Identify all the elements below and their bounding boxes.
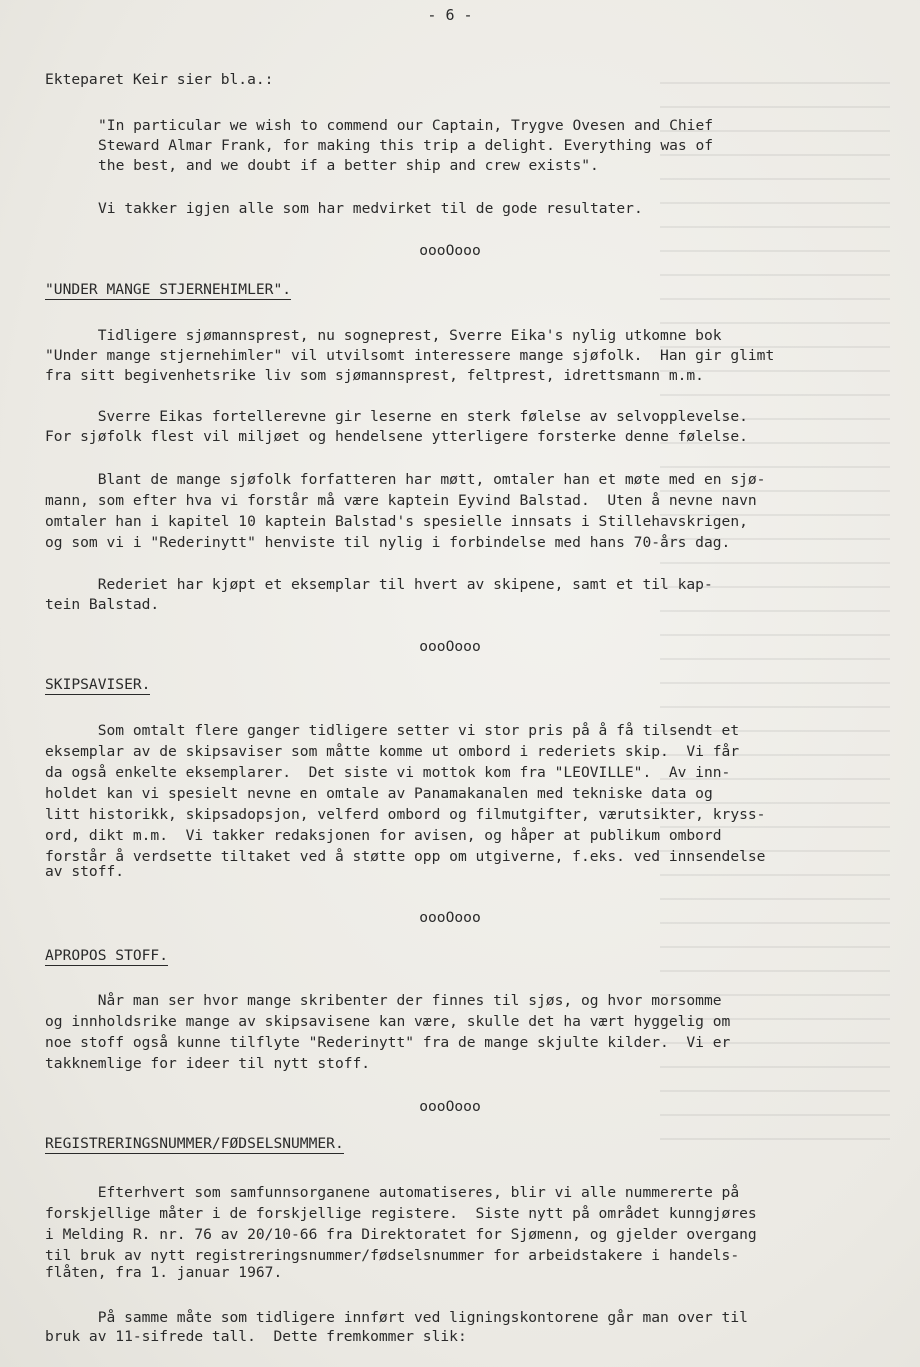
paragraph-line: av stoff. — [45, 863, 125, 880]
paragraph-line: Sverre Eikas fortellerevne gir leserne en sterk følelse av selvopplevelse. — [45, 408, 748, 425]
section-heading-apropos: APROPOS STOFF. — [45, 947, 169, 964]
paragraph-line: omtaler han i kapitel 10 kaptein Balstad's spesielle innsats i Stillehavskrigen, — [45, 513, 748, 530]
paragraph-line: da også enkelte eksemplarer. Det siste vi mottok kom fra "LEOVILLE". Av inn- — [45, 764, 731, 781]
separator: oooOooo — [419, 242, 481, 259]
quote-line-2: Steward Almar Frank, for making this trip a delight. Everything was of — [98, 137, 714, 154]
section-heading-skipsaviser: SKIPSAVISER. — [45, 676, 151, 693]
quote-line-3: the best, and we doubt if a better ship and crew exists". — [98, 157, 599, 174]
paragraph-line: På samme måte som tidligere innført ved ligningskontorene går man over til — [45, 1309, 748, 1326]
paragraph-line: takknemlige for ideer til nytt stoff. — [45, 1055, 371, 1072]
paragraph-line: bruk av 11-sifrede tall. Dette fremkommer slik: — [45, 1328, 467, 1345]
paragraph-line: og som vi i "Rederinytt" henviste til nylig i forbindelse med hans 70-års dag. — [45, 534, 731, 551]
paragraph-line: Efterhvert som samfunnsorganene automatiseres, blir vi alle nummererte på — [45, 1184, 740, 1201]
intro-line: Ekteparet Keir sier bl.a.: — [45, 71, 274, 88]
paragraph-line: i Melding R. nr. 76 av 20/10-66 fra Direktoratet for Sjømenn, og gjelder overgang — [45, 1226, 757, 1243]
paragraph-line: Når man ser hvor mange skribenter der finnes til sjøs, og hvor morsomme — [45, 992, 722, 1009]
page-number: - 6 - — [427, 6, 473, 24]
paragraph-line: mann, som efter hva vi forstår må være kaptein Eyvind Balstad. Uten å nevne navn — [45, 492, 757, 509]
thanks-line: Vi takker igjen alle som har medvirket til de gode resultater. — [98, 200, 643, 217]
paragraph-line: Som omtalt flere ganger tidligere setter vi stor pris på å få tilsendt et — [45, 722, 740, 739]
paragraph-line: eksemplar av de skipsaviser som måtte komme ut ombord i rederiets skip. Vi får — [45, 743, 740, 760]
section-heading-registreringsnummer: REGISTRERINGSNUMMER/FØDSELSNUMMER. — [45, 1135, 344, 1152]
paragraph-line: fra sitt begivenhetsrike liv som sjømannsprest, feltprest, idrettsmann m.m. — [45, 367, 704, 384]
paragraph-line: noe stoff også kunne tilflyte "Rederinytt" fra de mange skjulte kilder. Vi er — [45, 1034, 731, 1051]
paragraph-line: forskjellige måter i de forskjellige registere. Siste nytt på området kunngjøres — [45, 1205, 757, 1222]
paragraph-line: "Under mange stjernehimler" vil utvilsomt interessere mange sjøfolk. Han gir glimt — [45, 347, 775, 364]
paragraph-line: holdet kan vi spesielt nevne en omtale av Panamakanalen med tekniske data og — [45, 785, 713, 802]
paragraph-line: til bruk av nytt registreringsnummer/fødselsnummer for arbeidstakere i handels- — [45, 1247, 740, 1264]
separator: oooOooo — [419, 638, 481, 655]
paragraph-line: Blant de mange sjøfolk forfatteren har møtt, omtaler han et møte med en sjø- — [45, 471, 766, 488]
paragraph-line: forstår å verdsette tiltaket ved å støtte opp om utgiverne, f.eks. ved innsendelse — [45, 848, 766, 865]
paragraph-line: litt historikk, skipsadopsjon, velferd ombord og filmutgifter, værutsikter, kryss- — [45, 806, 766, 823]
paragraph-line: Rederiet har kjøpt et eksemplar til hvert av skipene, samt et til kap- — [45, 576, 713, 593]
quote-line-1: "In particular we wish to commend our Captain, Trygve Ovesen and Chief — [98, 117, 714, 134]
paragraph-line: ord, dikt m.m. Vi takker redaksjonen for avisen, og håper at publikum ombord — [45, 827, 722, 844]
paragraph-line: Tidligere sjømannsprest, nu sogneprest, Sverre Eika's nylig utkomne bok — [45, 327, 722, 344]
paragraph-line: og innholdsrike mange av skipsavisene kan være, skulle det ha vært hyggelig om — [45, 1013, 731, 1030]
paragraph-line: For sjøfolk flest vil miljøet og hendelsene ytterligere forsterke denne følelse. — [45, 428, 748, 445]
separator: oooOooo — [419, 909, 481, 926]
section-heading-stjernehimler: "UNDER MANGE STJERNEHIMLER". — [45, 281, 292, 298]
separator: oooOooo — [419, 1098, 481, 1115]
paragraph-line: flåten, fra 1. januar 1967. — [45, 1264, 283, 1281]
paragraph-line: tein Balstad. — [45, 596, 160, 613]
